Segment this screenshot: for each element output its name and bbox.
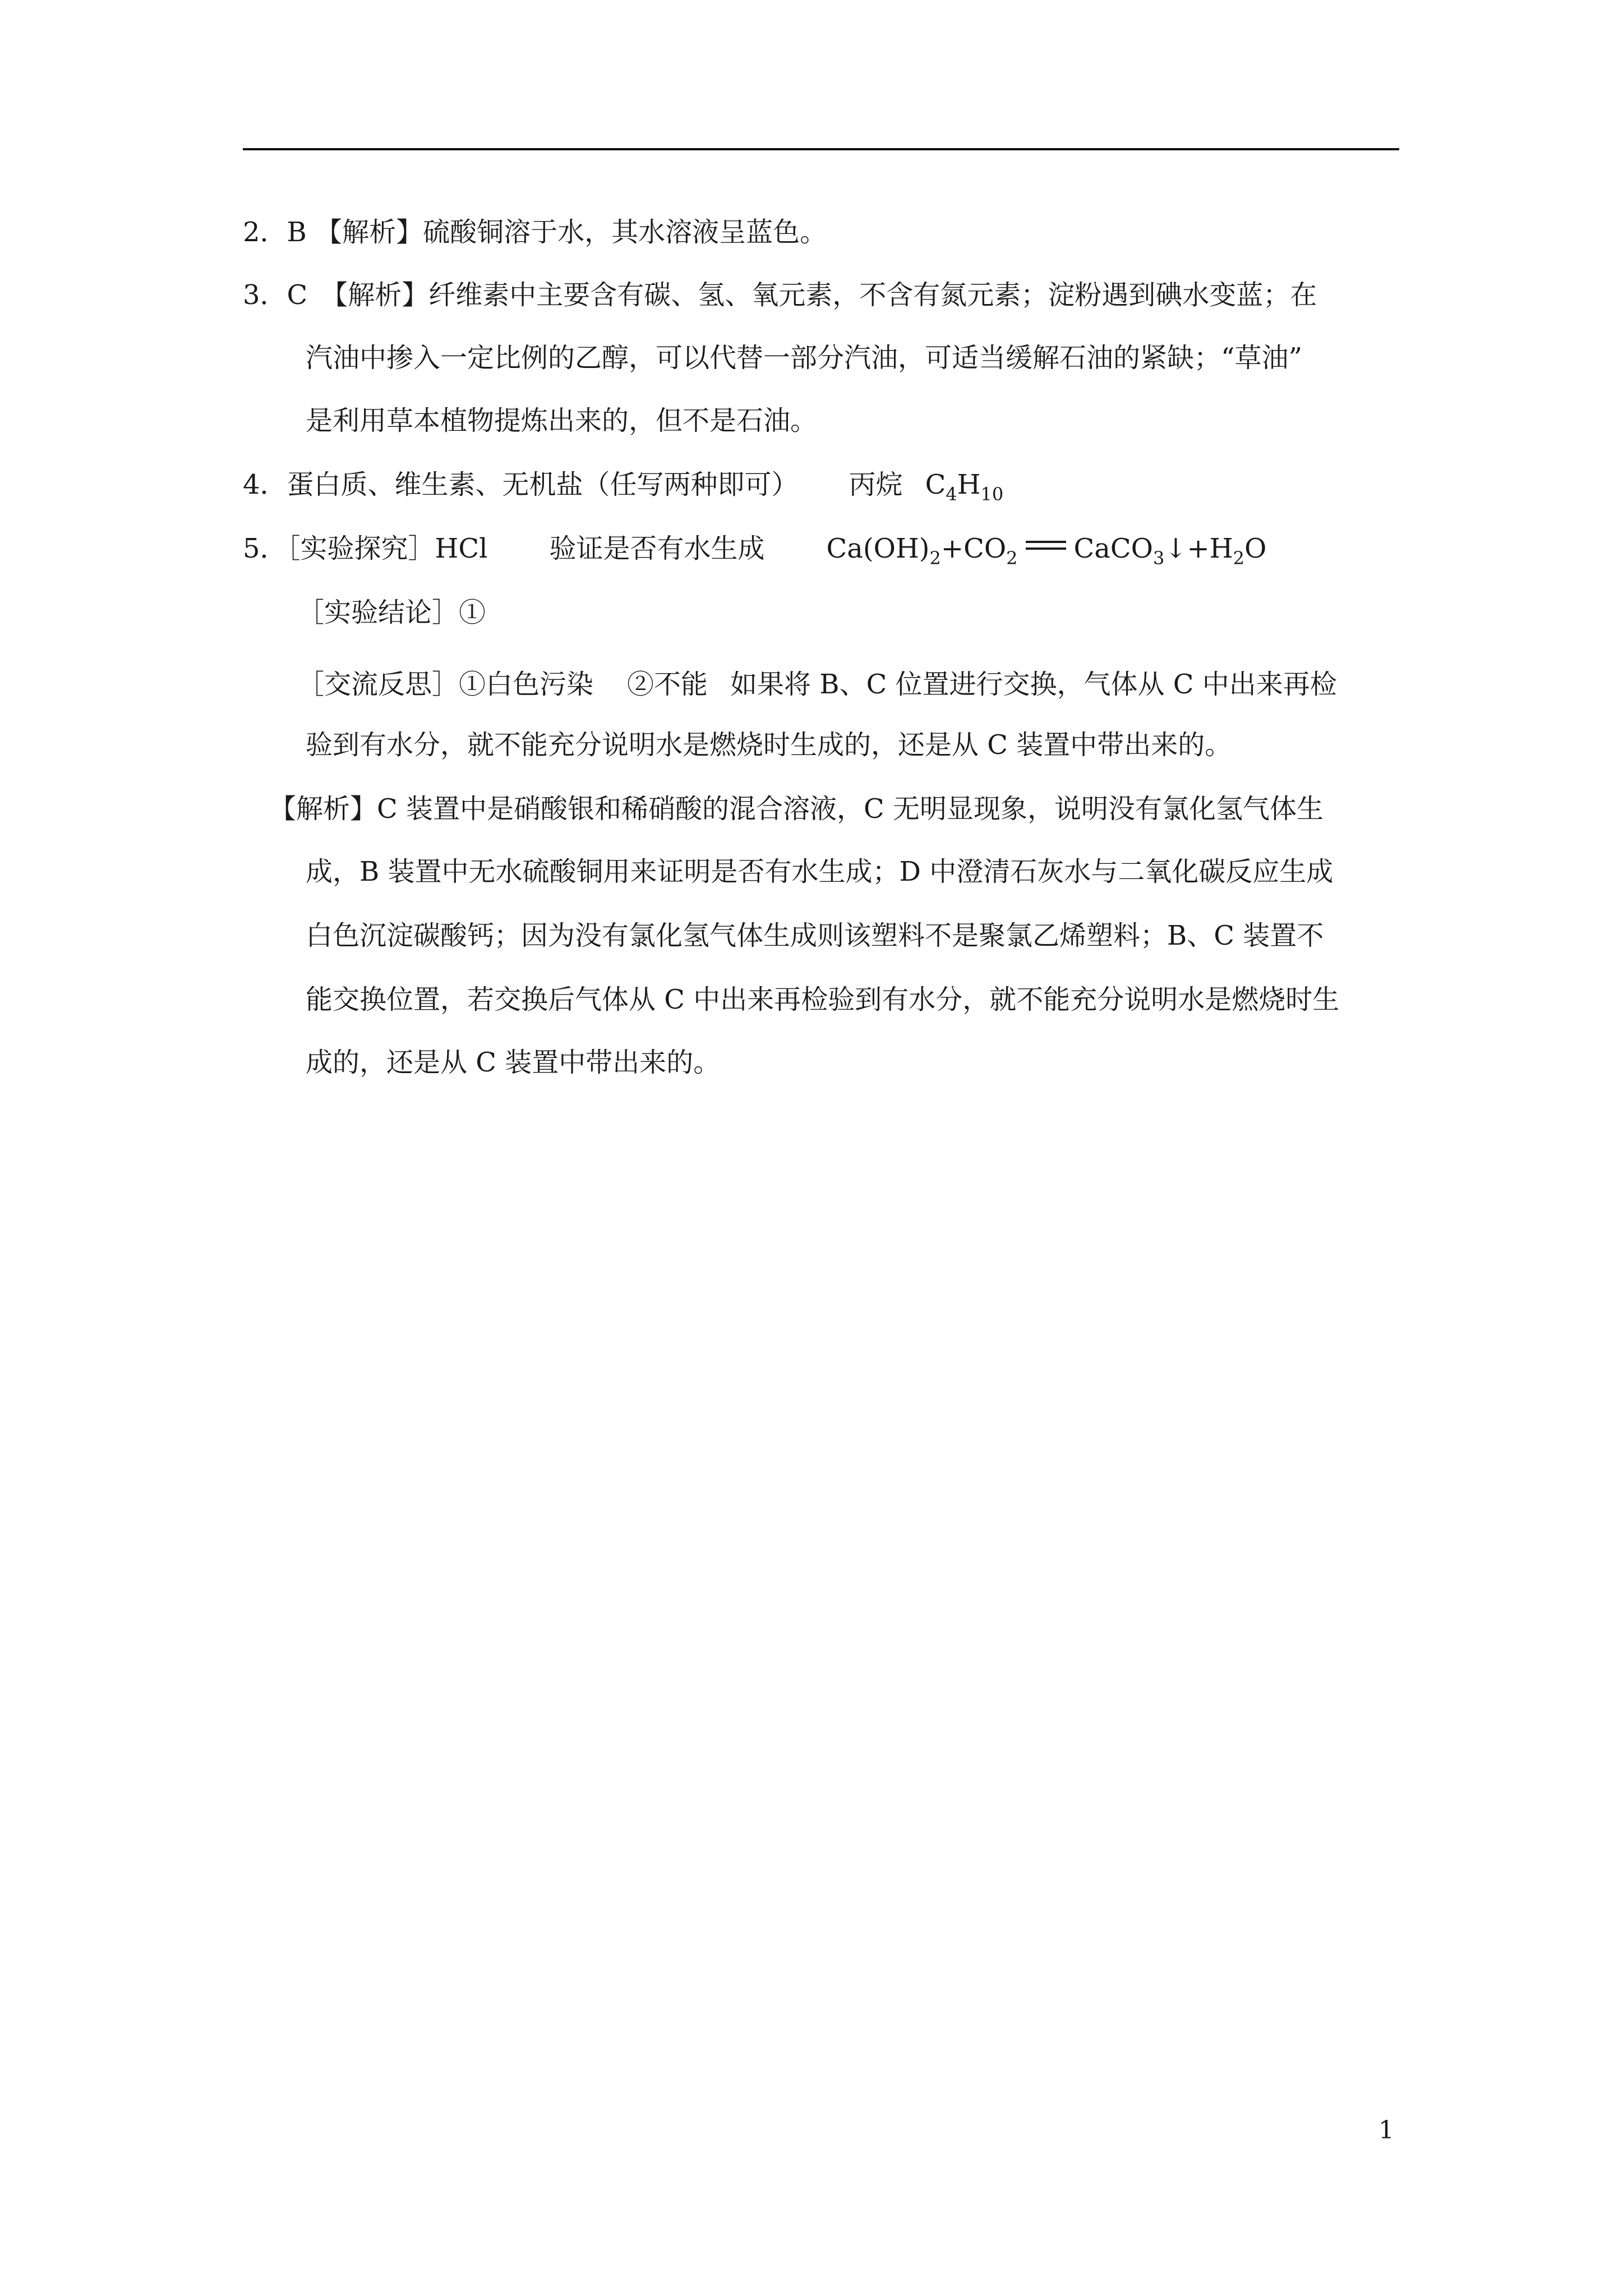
- chemical-equation: $Ca(OH)_2+CO_2$ $CaCO_3↓+H_2O$: [826, 533, 1267, 569]
- experiment-purpose: 验证是否有水生成: [549, 533, 765, 564]
- propane-label: 丙烷: [849, 469, 903, 500]
- analysis-line-5: 成的，还是从 C 装置中带出来的。: [306, 1047, 721, 1078]
- reflection-pollution: ［交流反思］①白色污染: [297, 669, 594, 700]
- answer-3-line-3: 是利用草本植物提炼出来的，但不是石油。: [306, 405, 818, 436]
- equals-sign: [1026, 541, 1066, 552]
- answer-5-line-1: [243, 531, 1266, 567]
- butane-formula: $C_4H_{10}$: [925, 469, 1004, 505]
- experiment-conclusion: ［实验结论］①: [297, 597, 486, 628]
- answer-2: 2．B 【解析】硫酸铜溶于水，其水溶液呈蓝色。: [243, 217, 827, 248]
- page-number: 1: [1378, 2116, 1394, 2145]
- answer-3-line-1: 3．C 【解析】纤维素中主要含有碳、氢、氧元素，不含有氮元素；淀粉遇到碘水变蓝；在: [243, 279, 1317, 311]
- reflection-cannot: ②不能: [627, 669, 708, 700]
- answer-4-text: 4．蛋白质、维生素、无机盐（任写两种即可）: [243, 469, 799, 500]
- header-rule: [243, 148, 1399, 150]
- answer-4: [243, 467, 1003, 503]
- analysis-line-1: 【解析】C 装置中是硝酸银和稀硝酸的混合溶液，C 无明显现象，说明没有氯化氢气体生: [269, 793, 1324, 825]
- analysis-line-4: 能交换位置，若交换后气体从 C 中出来再检验到有水分，就不能充分说明水是燃烧时生: [306, 984, 1340, 1015]
- analysis-line-3: 白色沉淀碳酸钙；因为没有氯化氢气体生成则该塑料不是聚氯乙烯塑料；B、C 装置不: [306, 920, 1324, 951]
- experiment-explore: 5．［实验探究］HCl: [243, 533, 488, 564]
- analysis-line-2: 成，B 装置中无水硫酸铜用来证明是否有水生成；D 中澄清石灰水与二氧化碳反应生成: [306, 856, 1334, 887]
- reflection-line-1: [297, 666, 1337, 702]
- reflection-reason: 如果将 B、C 位置进行交换，气体从 C 中出来再检: [730, 669, 1337, 700]
- answer-3-line-2: 汽油中掺入一定比例的乙醇，可以代替一部分汽油，可适当缓解石油的紧缺；“草油”: [306, 342, 1303, 374]
- reflection-line-2: 验到有水分，就不能充分说明水是燃烧时生成的，还是从 C 装置中带出来的。: [306, 729, 1232, 761]
